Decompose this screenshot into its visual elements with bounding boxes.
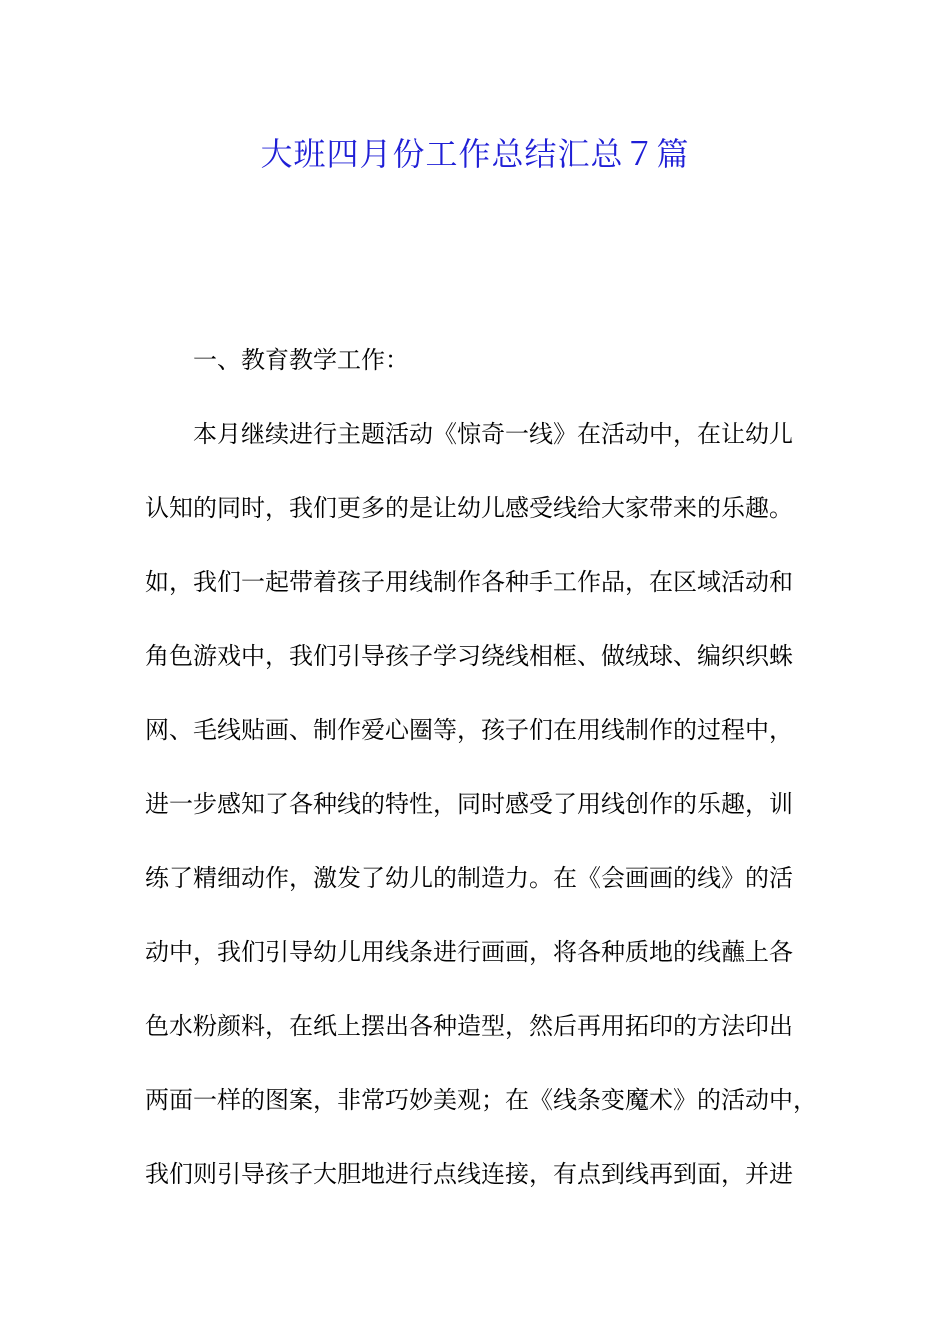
document-title: 大班四月份工作总结汇总７篇: [260, 135, 690, 173]
paragraph-line: 进一步感知了各种线的特性，同时感受了用线创作的乐趣，训: [145, 790, 793, 818]
document-body: [145, 336, 825, 1224]
paragraph-line: 本月继续进行主题活动《惊奇一线》在活动中，在让幼儿: [193, 420, 793, 448]
section-heading: 一、教育教学工作：: [193, 346, 409, 374]
paragraph-line: 如，我们一起带着孩子用线制作各种手工作品，在区域活动和: [145, 568, 793, 596]
paragraph-line: 色水粉颜料，在纸上摆出各种造型，然后再用拓印的方法印出: [145, 1012, 793, 1040]
paragraph-line: 认知的同时，我们更多的是让幼儿感受线给大家带来的乐趣。: [145, 494, 793, 522]
paragraph-line: 角色游戏中，我们引导孩子学习绕线相框、做绒球、编织织蛛: [145, 642, 793, 670]
paragraph-line: 网、毛线贴画、制作爱心圈等，孩子们在用线制作的过程中，: [145, 716, 793, 744]
paragraph-line: 动中，我们引导幼儿用线条进行画画，将各种质地的线蘸上各: [145, 938, 793, 966]
paragraph-line: 两面一样的图案，非常巧妙美观；在《线条变魔术》的活动中，: [145, 1086, 817, 1114]
paragraph-line: 我们则引导孩子大胆地进行点线连接，有点到线再到面，并进: [145, 1160, 793, 1188]
paragraph-line: 练了精细动作，激发了幼儿的制造力。在《会画画的线》的活: [145, 864, 793, 892]
